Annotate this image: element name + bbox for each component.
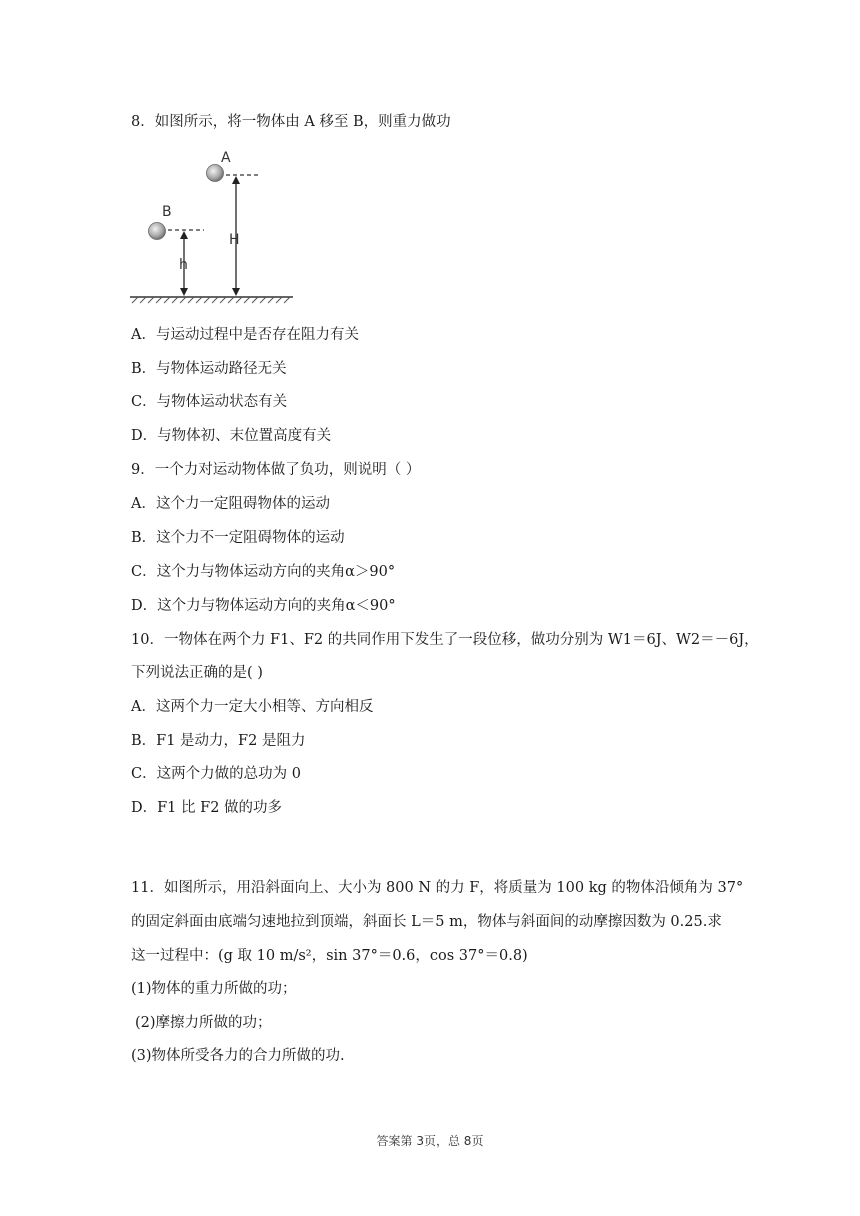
q11-stem-line1: 11．如图所示，用沿斜面向上、大小为 800 N 的力 F，将质量为 100 kg 的物体沿倾角为 37° (131, 880, 744, 896)
ground-hatching (132, 297, 290, 303)
q10-option-a: A．这两个力一定大小相等、方向相反 (131, 699, 374, 715)
q8-option-b: B．与物体运动路径无关 (131, 361, 287, 377)
q10-option-d: D．F1 比 F2 做的功多 (131, 800, 283, 816)
q11-sub3: (3)物体所受各力的合力所做的功. (131, 1048, 345, 1064)
arrow-h-up-head (180, 231, 188, 239)
q10-stem-line2: 下列说法正确的是( ) (131, 665, 263, 681)
q9-option-a: A．这个力一定阻碍物体的运动 (131, 496, 330, 512)
ball-a (207, 165, 224, 182)
q9-stem: 9．一个力对运动物体做了负功，则说明（ ） (131, 462, 421, 478)
arrow-H-down-head (232, 288, 240, 296)
q10-option-b: B．F1 是动力，F2 是阻力 (131, 733, 306, 749)
label-a: A (221, 150, 231, 166)
q10-option-c: C．这两个力做的总功为 0 (131, 766, 301, 782)
q9-option-d: D．这个力与物体运动方向的夹角α＜90° (131, 598, 396, 614)
q9-option-c: C．这个力与物体运动方向的夹角α＞90° (131, 564, 396, 580)
q11-stem-line2: 的固定斜面由底端匀速地拉到顶端，斜面长 L＝5 m，物体与斜面间的动摩擦因数为 0.25.求 (131, 914, 722, 930)
q11-stem-line3: 这一过程中：(g 取 10 m/s²，sin 37°＝0.6，cos 37°＝0.8) (131, 948, 528, 964)
q8-option-a: A．与运动过程中是否存在阻力有关 (131, 327, 359, 343)
ball-b (149, 223, 166, 240)
q8-option-d: D．与物体初、末位置高度有关 (131, 428, 332, 444)
label-h: h (179, 257, 188, 273)
q8-figure (128, 148, 298, 308)
arrow-h-down-head (180, 288, 188, 296)
page-footer: 答案第 3页，总 8页 (376, 1134, 484, 1148)
q11-sub2: (2)摩擦力所做的功； (135, 1015, 272, 1031)
q8-option-c: C．与物体运动状态有关 (131, 394, 288, 410)
label-H: H (229, 232, 240, 248)
arrow-H-up-head (232, 176, 240, 184)
label-b: B (162, 204, 172, 220)
q11-sub1: (1)物体的重力所做的功； (131, 981, 297, 997)
q10-stem-line1: 10．一物体在两个力 F1、F2 的共同作用下发生了一段位移，做功分别为 W1＝6J、W2＝－6J， (131, 632, 759, 648)
q8-stem: 8．如图所示，将一物体由 A 移至 B，则重力做功 (131, 114, 451, 130)
q9-option-b: B．这个力不一定阻碍物体的运动 (131, 530, 345, 546)
